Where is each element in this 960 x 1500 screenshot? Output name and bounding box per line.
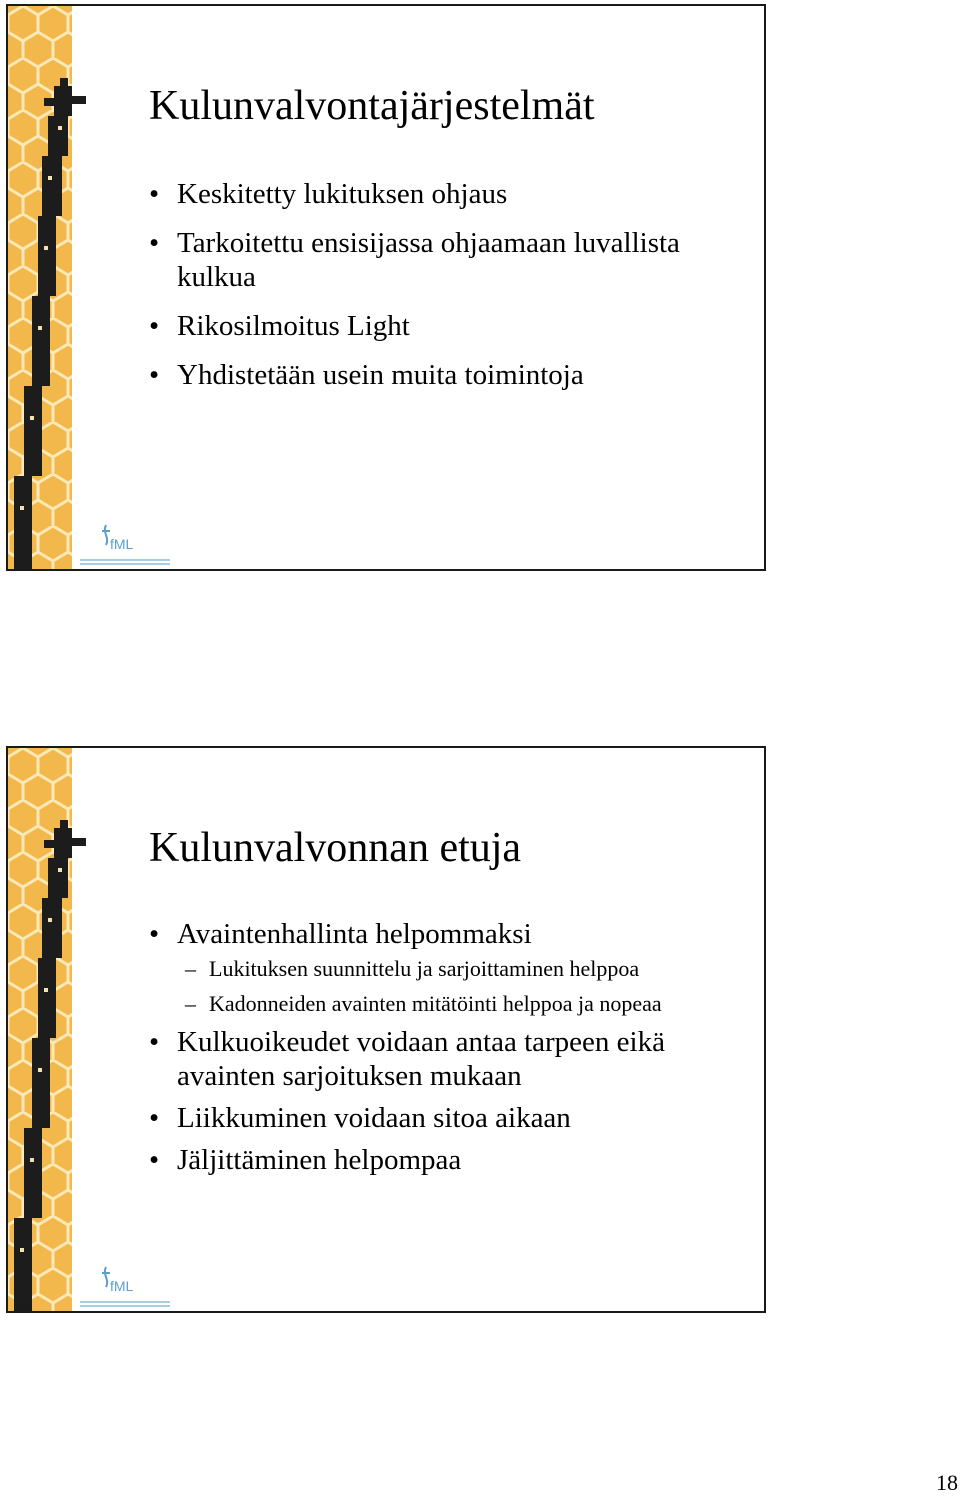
bullet-item: • Keskitetty lukituksen ohjaus	[149, 177, 729, 211]
bullet-item: • Tarkoitettu ensisijassa ohjaamaan luvallista kulkua	[149, 226, 729, 294]
fml-logo	[76, 519, 176, 569]
bullet-item: • Liikkuminen voidaan sitoa aikaan	[149, 1101, 729, 1135]
figure-pillar-decoration	[8, 6, 98, 569]
bullet-item: • Kulkuoikeudet voidaan antaa tarpeen eikä avainten sarjoituksen mukaan	[149, 1025, 729, 1093]
bullet-item: • Rikosilmoitus Light	[149, 309, 729, 343]
page-number: 18	[936, 1470, 958, 1495]
sub-bullet-item: – Lukituksen suunnittelu ja sarjoittaminen helppoa	[149, 953, 729, 984]
slide-1	[6, 4, 766, 571]
bullet-list	[149, 177, 729, 392]
bullet-list	[149, 917, 729, 1177]
slide-title: Kulunvalvontajärjestelmät	[149, 83, 595, 129]
slide-title: Kulunvalvonnan etuja	[149, 825, 522, 871]
sub-bullet-item: – Kadonneiden avainten mitätöinti helppoa ja nopeaa	[149, 988, 729, 1019]
bullet-item: • Jäljittäminen helpompaa	[149, 1143, 729, 1177]
bullet-item: • Avaintenhallinta helpommaksi	[149, 917, 729, 951]
bullet-item: • Yhdistetään usein muita toimintoja	[149, 358, 729, 392]
logo-text: fML	[110, 1278, 134, 1294]
fml-logo	[76, 1261, 176, 1311]
logo-text: fML	[110, 536, 134, 552]
figure-pillar-decoration	[8, 748, 98, 1311]
slide-2	[6, 746, 766, 1313]
